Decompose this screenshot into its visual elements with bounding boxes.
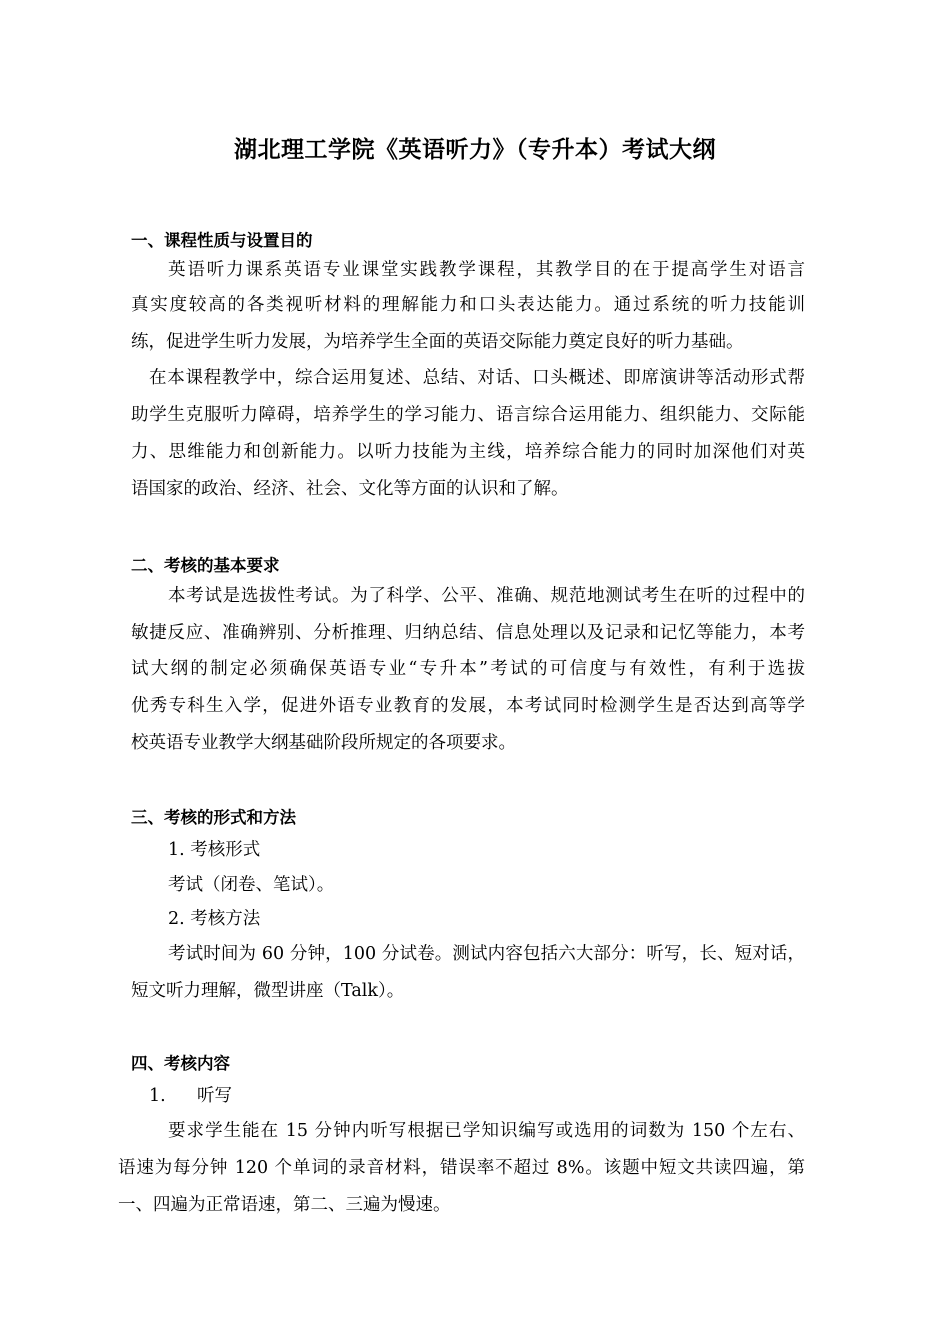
paragraph-line: 优秀专科生入学，促进外语专业教育的发展，本考试同时检测学生是否达到高等学 [131,696,805,716]
paragraph-line: 要求学生能在 15 分钟内听写根据已学知识编写或选用的词数为 150 个左右、 [168,1121,805,1141]
document-title: 湖北理工学院《英语听力》（专升本）考试大纲 [234,137,716,163]
paragraph-line: 试大纲的制定必须确保英语专业“专升本”考试的可信度与有效性，有利于选拔 [131,659,805,679]
paragraph-line: 本考试是选拔性考试。为了科学、公平、准确、规范地测试考生在听的过程中的 [168,586,805,606]
paragraph-line: 校英语专业教学大纲基础阶段所规定的各项要求。 [131,733,516,753]
section-heading-4: 四、考核内容 [131,1054,230,1073]
paragraph-line: 在本课程教学中，综合运用复述、总结、对话、口头概述、即席演讲等活动形式帮 [149,368,805,388]
paragraph-line: 助学生克服听力障碍，培养学生的学习能力、语言综合运用能力、组织能力、交际能 [131,405,805,425]
paragraph-line: 一、四遍为正常语速，第二、三遍为慢速。 [118,1195,451,1215]
subheading-line: 2. 考核方法 [168,909,261,929]
paragraph-line: 力、思维能力和创新能力。以听力技能为主线，培养综合能力的同时加深他们对英 [131,442,805,462]
paragraph-line: 短文听力理解，微型讲座（Talk）。 [131,981,405,1001]
subheading-line: 1. 考核形式 [168,840,261,860]
paragraph-line: 英语听力课系英语专业课堂实践教学课程，其教学目的在于提高学生对语言 [168,260,805,280]
paragraph-line: 真实度较高的各类视听材料的理解能力和口头表达能力。通过系统的听力技能训 [131,295,805,315]
paragraph-line: 考试时间为 60 分钟，100 分试卷。测试内容包括六大部分：听写，长、短对话， [168,944,805,964]
section-heading-1: 一、课程性质与设置目的 [131,231,313,250]
section-heading-3: 三、考核的形式和方法 [131,808,296,827]
paragraph-line: 语国家的政治、经济、社会、文化等方面的认识和了解。 [131,479,569,499]
paragraph-line: 语速为每分钟 120 个单词的录音材料，错误率不超过 8%。该题中短文共读四遍，第 [118,1158,805,1178]
paragraph-line: 练，促进学生听力发展，为培养学生全面的英语交际能力奠定良好的听力基础。 [131,332,744,352]
paragraph-line: 敏捷反应、准确辨别、分析推理、归纳总结、信息处理以及记录和记忆等能力，本考 [131,623,805,643]
list-item-label: 听写 [197,1086,232,1106]
list-item-number: 1. [149,1086,166,1106]
paragraph-line: 考试（闭卷、笔试）。 [168,875,335,895]
section-heading-2: 二、考核的基本要求 [131,556,280,575]
